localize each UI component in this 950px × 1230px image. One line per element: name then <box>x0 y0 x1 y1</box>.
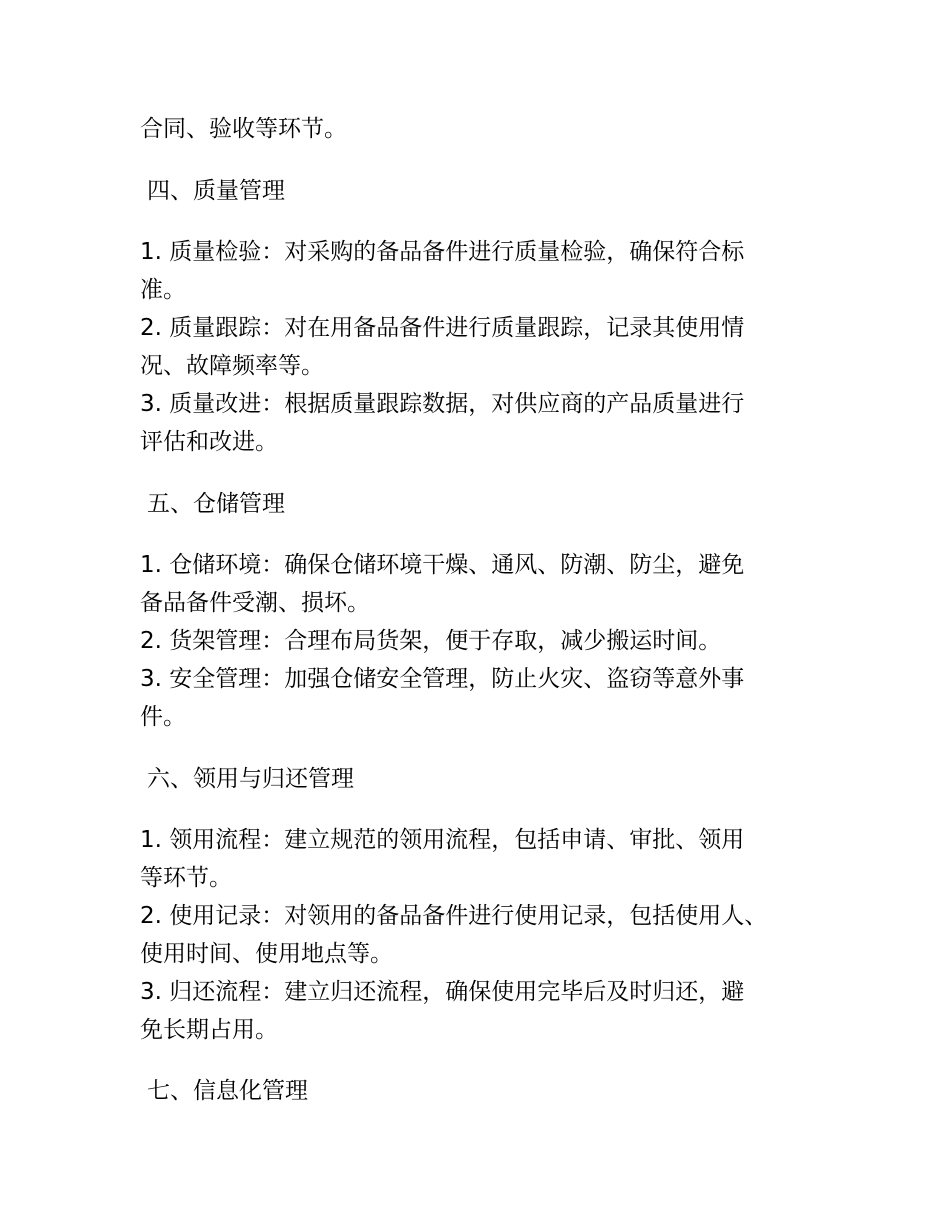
paragraph-line: 合同、验收等环节。 <box>140 116 347 142</box>
paragraph-line: 况、故障频率等。 <box>140 353 324 379</box>
section-heading: 四、质量管理 <box>147 178 285 204</box>
paragraph-line: 3. 安全管理：加强仓储安全管理，防止火灾、盗窃等意外事 <box>140 666 745 692</box>
paragraph-line: 2. 使用记录：对领用的备品备件进行使用记录，包括使用人、 <box>140 903 768 929</box>
paragraph-line: 1. 领用流程：建立规范的领用流程，包括申请、审批、领用 <box>140 827 745 853</box>
paragraph-line: 1. 仓储环境：确保仓储环境干燥、通风、防潮、防尘，避免 <box>140 552 745 578</box>
paragraph-line: 备品备件受潮、损坏。 <box>140 590 370 616</box>
section-heading: 六、领用与归还管理 <box>147 766 354 792</box>
paragraph-line: 准。 <box>140 277 186 303</box>
section-heading: 七、信息化管理 <box>147 1078 308 1104</box>
paragraph-line: 3. 质量改进：根据质量跟踪数据，对供应商的产品质量进行 <box>140 391 745 417</box>
paragraph-line: 3. 归还流程：建立归还流程，确保使用完毕后及时归还，避 <box>140 979 745 1005</box>
section-heading: 五、仓储管理 <box>147 491 285 517</box>
paragraph-line: 1. 质量检验：对采购的备品备件进行质量检验，确保符合标 <box>140 239 745 265</box>
paragraph-line: 2. 质量跟踪：对在用备品备件进行质量跟踪，记录其使用情 <box>140 315 745 341</box>
paragraph-line: 使用时间、使用地点等。 <box>140 941 393 967</box>
paragraph-line: 评估和改进。 <box>140 429 278 455</box>
paragraph-line: 2. 货架管理：合理布局货架，便于存取，减少搬运时间。 <box>140 628 722 654</box>
paragraph-line: 等环节。 <box>140 865 232 891</box>
paragraph-line: 件。 <box>140 704 186 730</box>
paragraph-line: 免长期占用。 <box>140 1017 278 1043</box>
